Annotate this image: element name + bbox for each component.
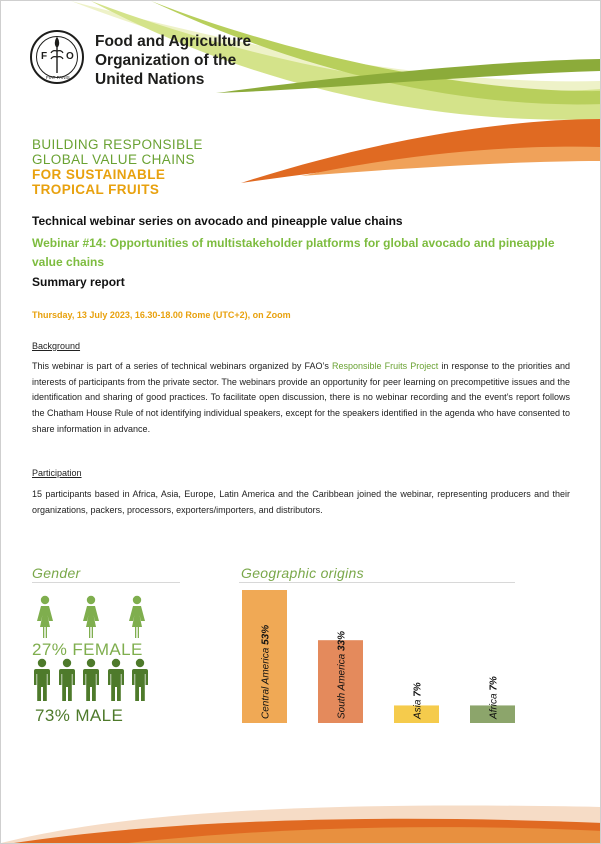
geo-bar-label: South America 33% — [336, 630, 348, 719]
org-name-line-2: Organization of the — [95, 52, 237, 69]
program-line-4: TROPICAL FRUITS — [32, 181, 160, 197]
background-text-2: in response to the priorities and interests of participants from the private sector. The webinars provide an opportunity for peer learning on precompetitive issues and the identification and sharing of good practices. To facilitate open discussion, there is no webinar recording and the event’s report follows the Chatham House Rule of not identifying individual speakers, except for the speakers identified in the agenda who have consented to share information in advance. — [32, 361, 570, 434]
series-title: Technical webinar series on avocado and pineapple value chains — [32, 214, 403, 228]
svg-text:F: F — [41, 51, 48, 62]
program-title-green — [32, 138, 203, 167]
male-person-icon — [130, 658, 150, 702]
geo-chart-title: Geographic origins — [241, 565, 364, 581]
participation-heading: Participation — [32, 468, 82, 478]
male-person-icon — [32, 658, 52, 702]
geo-bar-label: Central America 53% — [260, 624, 272, 719]
program-line-2: GLOBAL VALUE CHAINS — [32, 151, 195, 167]
participation-paragraph: 15 participants based in Africa, Asia, Europe, Latin America and the Caribbean joined the webinar, representing producers and their organizations, packers, processors, exporters/importers, and distributors. — [32, 489, 570, 515]
male-percentage: 73% MALE — [35, 706, 124, 725]
svg-text:FIAT PANIS: FIAT PANIS — [46, 75, 70, 80]
fao-logo — [29, 29, 85, 85]
geo-bar-label: Asia 7% — [412, 682, 424, 719]
svg-text:O: O — [66, 51, 74, 62]
female-person-icon — [81, 595, 101, 639]
male-person-icon — [57, 658, 77, 702]
geo-bar-chart — [232, 581, 532, 731]
background-heading: Background — [32, 341, 81, 351]
program-line-1: BUILDING RESPONSIBLE — [32, 137, 203, 152]
document-type: Summary report — [32, 275, 125, 289]
webinar-title: Webinar #14: Opportunities of multistakeholder platforms for global avocado and pineapple value chains — [32, 236, 555, 269]
gender-title: Gender — [32, 565, 81, 581]
org-name-line-3: United Nations — [95, 71, 205, 88]
program-title-orange — [32, 168, 165, 197]
responsible-fruits-link[interactable]: Responsible Fruits Project — [331, 361, 439, 371]
geo-bar-label: Africa 7% — [488, 676, 500, 719]
male-person-icon — [81, 658, 101, 702]
gender-title-rule — [32, 582, 180, 583]
org-name-line-1: Food and Agriculture — [95, 33, 252, 50]
background-paragraph — [32, 359, 570, 438]
male-person-icon — [106, 658, 126, 702]
background-text-1: This webinar is part of a series of technical webinars organized by FAO’s — [32, 361, 332, 371]
female-person-icon — [127, 595, 147, 639]
program-line-3: FOR SUSTAINABLE — [32, 167, 166, 182]
female-person-icon — [35, 595, 55, 639]
female-percentage: 27% FEMALE — [32, 640, 143, 659]
organization-name — [95, 32, 251, 89]
event-date: Thursday, 13 July 2023, 16.30-18.00 Rome (UTC+2), on Zoom — [32, 310, 291, 320]
